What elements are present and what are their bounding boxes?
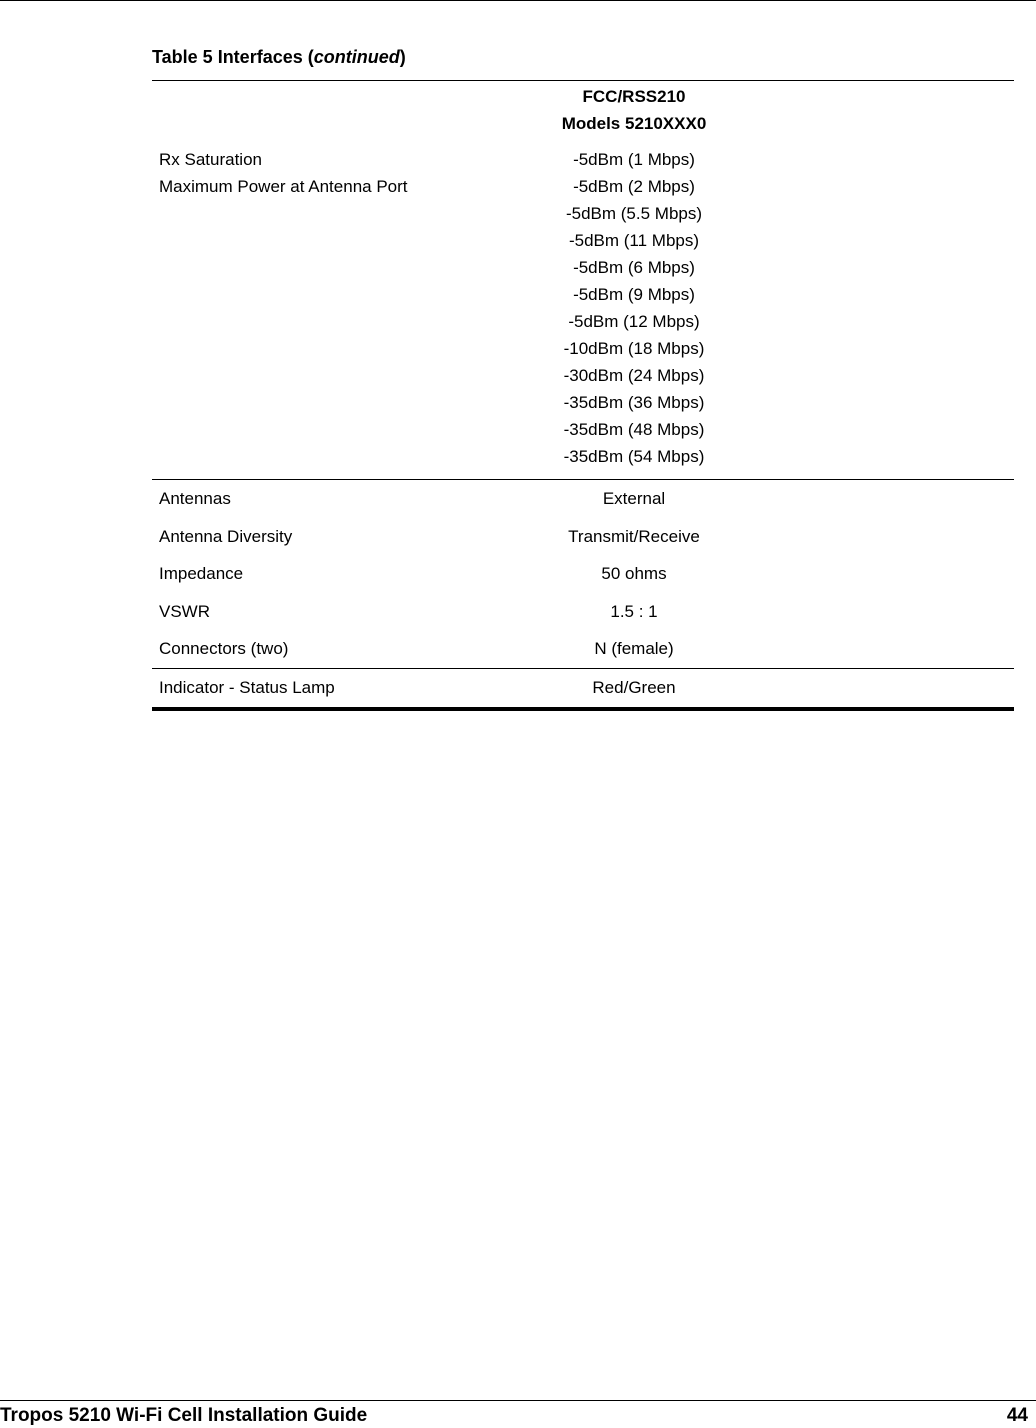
- rx-row: [152, 281, 1014, 308]
- caption-prefix: Table 5 Interfaces (: [152, 47, 314, 67]
- rx-row: [152, 443, 1014, 470]
- page-number: 44: [1006, 1405, 1028, 1426]
- rx-value: -5dBm (12 Mbps): [568, 312, 700, 331]
- rx-value: -35dBm (48 Mbps): [563, 420, 705, 439]
- antenna-diversity-row: [152, 518, 1014, 556]
- rx-row: [152, 173, 1014, 200]
- table-caption: [152, 45, 406, 69]
- indicator-value: Red/Green: [592, 677, 676, 697]
- rx-row: [152, 416, 1014, 443]
- rx-value: -35dBm (36 Mbps): [563, 393, 705, 412]
- antennas-label: Antennas: [159, 489, 231, 508]
- antennas-value: External: [602, 489, 666, 508]
- impedance-label: Impedance: [159, 564, 244, 584]
- header-row: [152, 110, 1014, 137]
- indicator-label: Indicator - Status Lamp: [159, 677, 335, 697]
- rx-row: [152, 362, 1014, 389]
- rx-value: -5dBm (6 Mbps): [573, 258, 695, 277]
- caption-suffix: ): [399, 47, 406, 67]
- rx-row: [152, 227, 1014, 254]
- impedance-row: [152, 555, 1014, 593]
- rx-row: [152, 254, 1014, 281]
- antenna-diversity-label: Antenna Diversity: [159, 526, 293, 546]
- header-fcc: FCC/RSS210: [582, 87, 686, 106]
- antenna-diversity-value: Transmit/Receive: [568, 526, 700, 546]
- header-models: Models 5210XXX0: [561, 114, 707, 133]
- rx-value: -5dBm (11 Mbps): [568, 231, 700, 250]
- vswr-value: 1.5 : 1: [610, 601, 658, 621]
- rx-block: [152, 137, 1014, 479]
- impedance-value: 50 ohms: [601, 564, 667, 584]
- rx-value: -5dBm (9 Mbps): [573, 285, 695, 304]
- rx-row: [152, 335, 1014, 362]
- connectors-row: [152, 630, 1014, 668]
- top-rule: [0, 0, 1036, 1]
- antennas-row: [152, 480, 1014, 518]
- connectors-label: Connectors (two): [159, 639, 289, 659]
- rx-value: -5dBm (1 Mbps): [573, 150, 695, 169]
- rx-value: -5dBm (2 Mbps): [573, 177, 695, 196]
- header-row: [152, 83, 1014, 110]
- rx-value: -35dBm (54 Mbps): [563, 447, 705, 466]
- connectors-value: N (female): [594, 639, 674, 659]
- rx-saturation-label: Rx Saturation: [159, 150, 262, 169]
- antenna-block: [152, 480, 1014, 668]
- rx-value: -30dBm (24 Mbps): [563, 366, 705, 385]
- rx-row: [152, 200, 1014, 227]
- rx-row: [152, 146, 1014, 173]
- rx-row: [152, 389, 1014, 416]
- indicator-row: [152, 669, 1014, 707]
- rx-value: -5dBm (5.5 Mbps): [565, 204, 703, 223]
- rx-row: [152, 308, 1014, 335]
- table-bottom-rule: [152, 707, 1014, 711]
- max-power-label: Maximum Power at Antenna Port: [159, 177, 408, 196]
- interfaces-table: [152, 80, 1014, 711]
- caption-continued: continued: [313, 47, 400, 67]
- vswr-row: [152, 593, 1014, 631]
- footer-title: Tropos 5210 Wi-Fi Cell Installation Guide: [0, 1405, 368, 1426]
- footer-rule: [0, 1400, 1036, 1401]
- header-block: [152, 81, 1014, 137]
- rx-value: -10dBm (18 Mbps): [563, 339, 705, 358]
- vswr-label: VSWR: [159, 601, 210, 621]
